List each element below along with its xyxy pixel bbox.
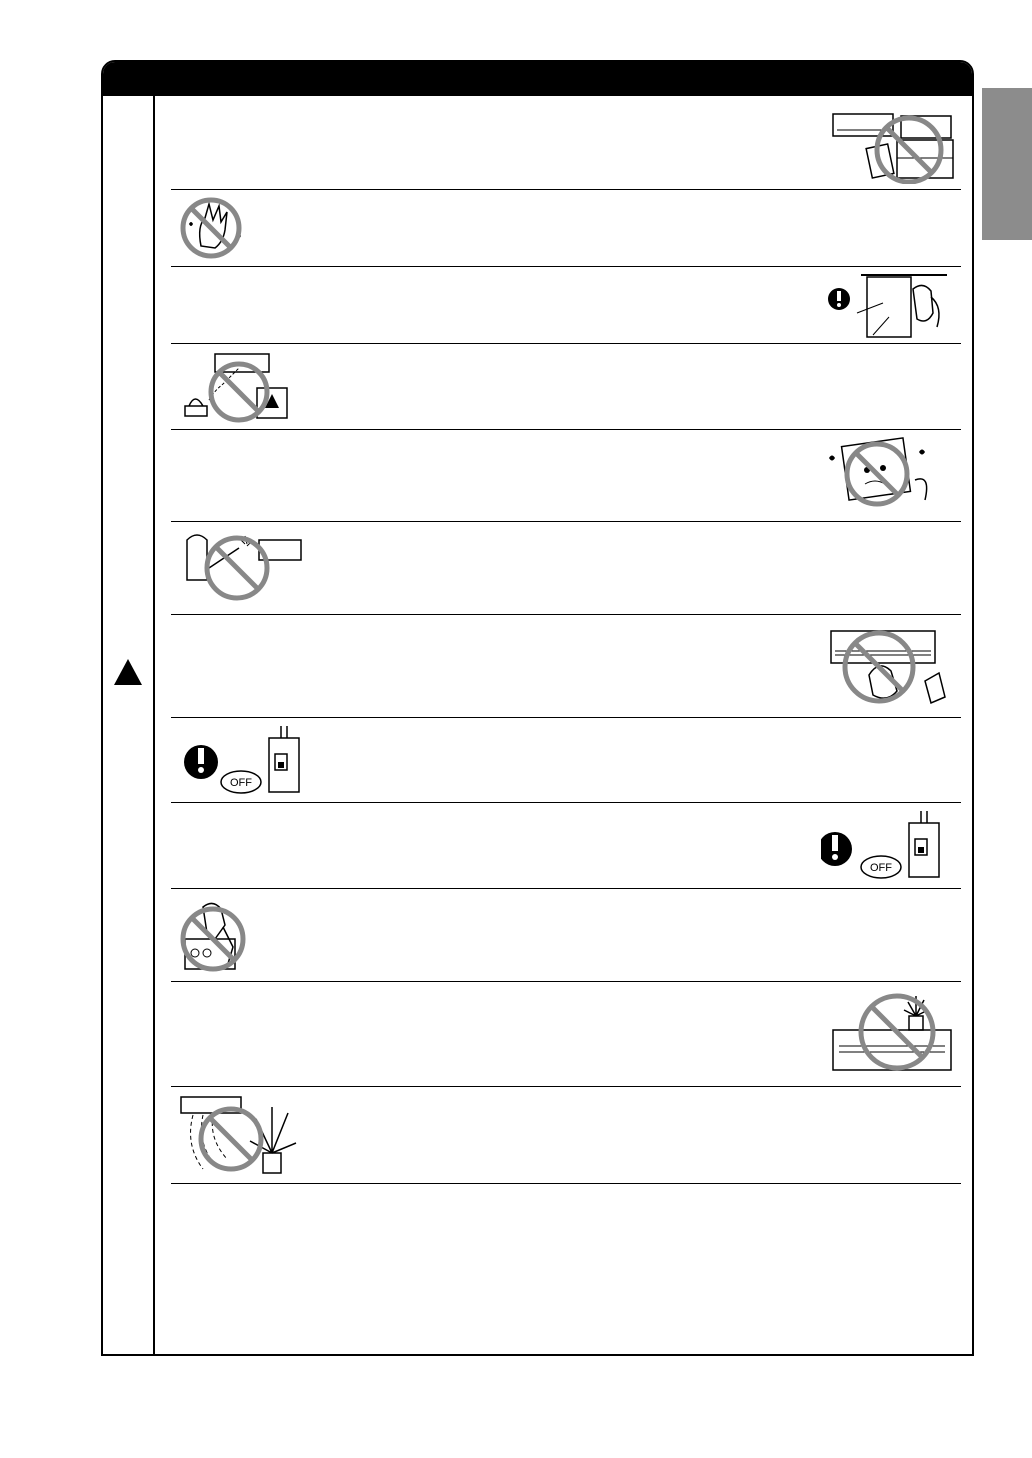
caution-frame [101,60,974,1356]
caution-row [171,982,961,1087]
unit-with-furniture-prohibited-icon [831,106,957,184]
caution-row [171,889,961,982]
caution-row [171,718,961,803]
caution-row [171,1087,961,1184]
caution-row [171,430,961,522]
breaker-off-mandatory-icon [181,724,311,796]
caution-left-column [103,96,155,1354]
caution-row [171,803,961,889]
off-label: OFF [870,862,892,874]
airflow-on-plant-prohibited-icon [179,1093,309,1179]
hand-into-outlet-prohibited-icon [829,625,955,711]
plant-on-unit-prohibited-icon [829,990,955,1078]
caution-row [171,344,961,430]
caution-row [171,522,961,615]
wet-hands-prohibited-icon [179,196,251,260]
section-side-tab [982,88,1032,240]
caution-row [171,96,961,190]
ventilate-window-mandatory-icon [827,273,951,341]
caution-row [171,267,961,344]
spray-on-unit-prohibited-icon [179,528,307,606]
climbing-on-outdoor-unit-prohibited-icon [179,897,259,975]
caution-row [171,190,961,267]
warning-triangle-icon [113,658,143,686]
unit-water-splash-prohibited-icon [815,436,949,516]
caution-row [171,615,961,718]
breaker-off-mandatory-icon [821,809,951,881]
off-label: OFF [230,777,252,789]
frame-header-bar [103,62,972,96]
heater-kettle-steam-prohibited-icon [181,350,305,424]
